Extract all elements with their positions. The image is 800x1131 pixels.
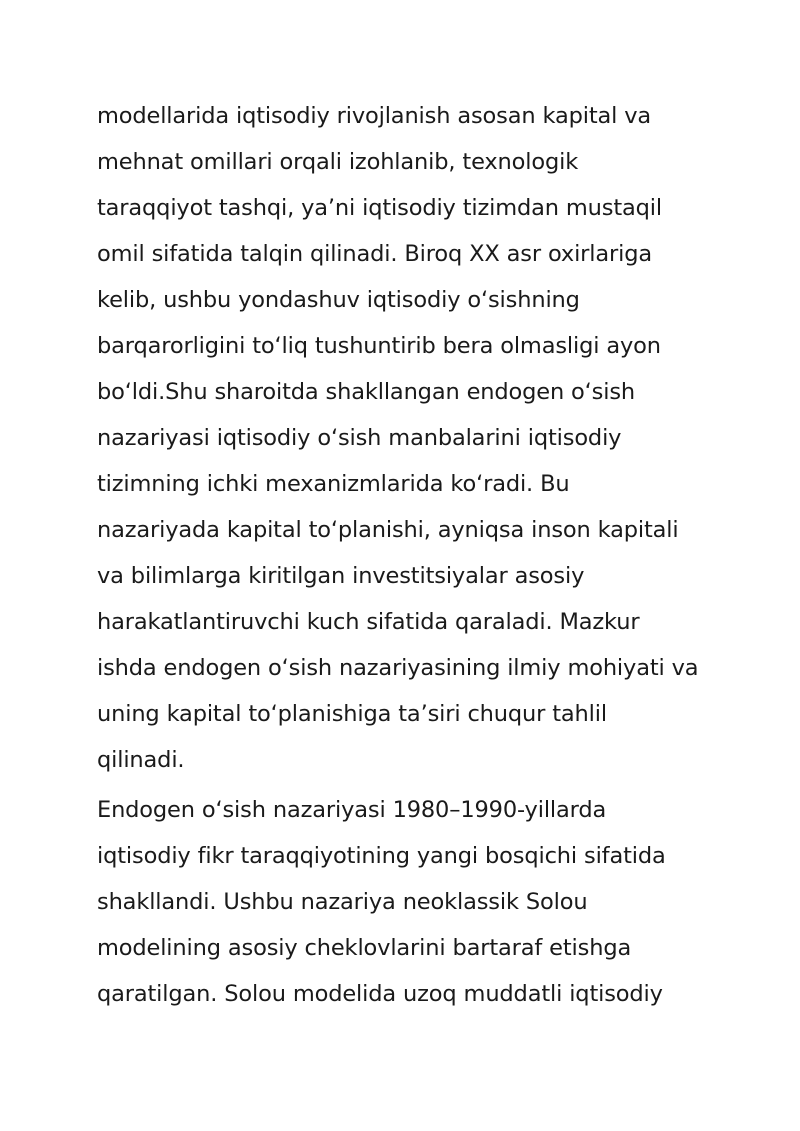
text-line: modelining asosiy cheklovlarini bartaraf etishga [97, 935, 632, 961]
text-line: uning kapital to‘planishiga ta’siri chuqur tahlil [97, 701, 607, 727]
paragraph-1 [97, 93, 717, 783]
body-text [97, 93, 717, 1017]
text-line: iqtisodiy fikr taraqqiyotining yangi bosqichi sifatida [97, 843, 666, 869]
text-line: kelib, ushbu yondashuv iqtisodiy o‘sishning [97, 287, 580, 313]
text-line: tizimning ichki mexanizmlarida ko‘radi. Bu [97, 471, 570, 497]
text-line: nazariyada kapital to‘planishi, ayniqsa inson kapitali [97, 517, 679, 543]
text-line: nazariyasi iqtisodiy o‘sish manbalarini iqtisodiy [97, 425, 622, 451]
text-line: qaratilgan. Solou modelida uzoq muddatli iqtisodiy [97, 981, 663, 1007]
text-line: bo‘ldi.Shu sharoitda shakllangan endogen o‘sish [97, 379, 636, 405]
text-line: va bilimlarga kiritilgan investitsiyalar asosiy [97, 563, 585, 589]
text-line: shakllandi. Ushbu nazariya neoklassik Solou [97, 889, 588, 915]
text-line: ishda endogen o‘sish nazariyasining ilmiy mohiyati va [97, 655, 699, 681]
text-line: mehnat omillari orqali izohlanib, texnologik [97, 149, 579, 175]
text-line: Endogen o‘sish nazariyasi 1980–1990-yillarda [97, 797, 607, 823]
paragraph-2 [97, 787, 717, 1017]
text-line: omil sifatida talqin qilinadi. Biroq XX asr oxirlariga [97, 241, 652, 267]
text-line: taraqqiyot tashqi, ya’ni iqtisodiy tizimdan mustaqil [97, 195, 662, 221]
text-line: qilinadi. [97, 747, 185, 773]
text-line: modellarida iqtisodiy rivojlanish asosan kapital va [97, 103, 652, 129]
text-line: barqarorligini to‘liq tushuntirib bera olmasligi ayon [97, 333, 661, 359]
text-line: harakatlantiruvchi kuch sifatida qaraladi. Mazkur [97, 609, 640, 635]
